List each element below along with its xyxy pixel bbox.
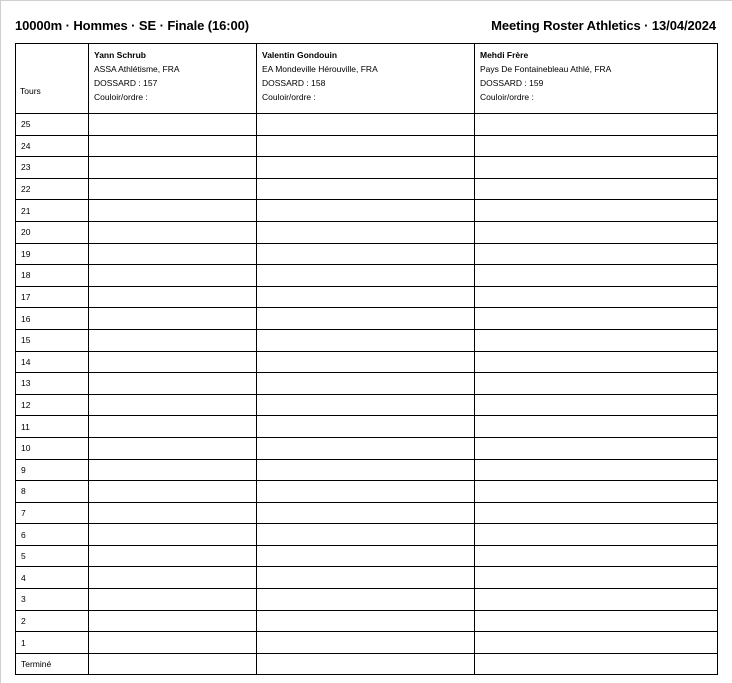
lap-number: 20 [16, 221, 89, 243]
lap-number: 15 [16, 329, 89, 351]
lap-number: 16 [16, 308, 89, 330]
lap-time-cell [475, 545, 718, 567]
lap-number: 11 [16, 416, 89, 438]
lap-time-cell [475, 481, 718, 503]
event-title: 10000m · Hommes · SE · Finale (16:00) [15, 17, 250, 33]
lap-number: 25 [16, 114, 89, 136]
lap-time-cell [257, 114, 475, 136]
lap-time-cell [475, 286, 718, 308]
lap-time-cell [257, 373, 475, 395]
tours-header [16, 44, 89, 114]
lap-row [16, 610, 718, 632]
lap-number: 9 [16, 459, 89, 481]
lap-row [16, 286, 718, 308]
lap-time-cell [89, 114, 257, 136]
athlete-dossard: DOSSARD : 159 [480, 78, 544, 88]
lap-time-cell [475, 265, 718, 287]
lap-number: 17 [16, 286, 89, 308]
lap-time-cell [89, 329, 257, 351]
lap-table [15, 43, 718, 675]
lap-number: 5 [16, 545, 89, 567]
lap-number: 1 [16, 632, 89, 654]
lap-time-cell [257, 545, 475, 567]
lap-time-cell [475, 502, 718, 524]
athlete-couloir: Couloir/ordre : [94, 92, 148, 102]
lap-time-cell [89, 589, 257, 611]
lap-time-cell [89, 135, 257, 157]
lap-number: 22 [16, 178, 89, 200]
lap-time-cell [475, 221, 718, 243]
lap-row [16, 524, 718, 546]
lap-number: 23 [16, 157, 89, 179]
lap-time-cell [257, 221, 475, 243]
lap-number: 12 [16, 394, 89, 416]
athlete-dossard: DOSSARD : 158 [262, 78, 326, 88]
athlete-header-1 [89, 44, 257, 114]
lap-number: 4 [16, 567, 89, 589]
lap-row [16, 329, 718, 351]
lap-row [16, 135, 718, 157]
lap-time-cell [475, 308, 718, 330]
lap-row [16, 653, 718, 675]
lap-row [16, 502, 718, 524]
lap-time-cell [257, 481, 475, 503]
lap-time-cell [89, 632, 257, 654]
lap-time-cell [89, 653, 257, 675]
lap-time-cell [475, 394, 718, 416]
lap-number: 8 [16, 481, 89, 503]
lap-row [16, 589, 718, 611]
lap-time-cell [257, 502, 475, 524]
lap-time-cell [89, 567, 257, 589]
lap-row [16, 459, 718, 481]
lap-time-cell [475, 329, 718, 351]
lap-time-cell [89, 200, 257, 222]
lap-row [16, 437, 718, 459]
lap-time-cell [475, 200, 718, 222]
lap-time-cell [89, 459, 257, 481]
lap-number: 21 [16, 200, 89, 222]
lap-number: 18 [16, 265, 89, 287]
tours-label: Tours [20, 86, 41, 96]
lap-rows [16, 114, 718, 675]
lap-time-cell [89, 437, 257, 459]
lap-time-cell [257, 157, 475, 179]
lap-number: Terminé [16, 653, 89, 675]
lap-time-cell [257, 308, 475, 330]
lap-time-cell [475, 157, 718, 179]
athlete-name: Yann Schrub [94, 50, 146, 60]
lap-time-cell [89, 610, 257, 632]
lap-time-cell [257, 265, 475, 287]
athlete-club: EA Mondeville Hérouville, FRA [262, 64, 378, 74]
lap-time-cell [89, 373, 257, 395]
lap-time-cell [475, 373, 718, 395]
lap-time-cell [257, 351, 475, 373]
lap-row [16, 481, 718, 503]
lap-row [16, 567, 718, 589]
lap-number: 2 [16, 610, 89, 632]
lap-time-cell [89, 308, 257, 330]
lap-row [16, 200, 718, 222]
lap-time-cell [89, 524, 257, 546]
lap-time-cell [257, 329, 475, 351]
lap-number: 24 [16, 135, 89, 157]
lap-number: 10 [16, 437, 89, 459]
lap-time-cell [257, 394, 475, 416]
lap-time-cell [257, 567, 475, 589]
lap-time-cell [89, 394, 257, 416]
lap-time-cell [89, 481, 257, 503]
lap-row [16, 114, 718, 136]
lap-time-cell [89, 286, 257, 308]
lap-row [16, 394, 718, 416]
lap-row [16, 351, 718, 373]
lap-time-cell [475, 114, 718, 136]
lap-time-cell [257, 437, 475, 459]
athlete-name: Valentin Gondouin [262, 50, 338, 60]
lap-time-cell [89, 545, 257, 567]
page-header [15, 16, 716, 34]
lap-time-cell [475, 632, 718, 654]
lap-time-cell [475, 589, 718, 611]
lap-row [16, 178, 718, 200]
lap-row [16, 221, 718, 243]
meeting-title: Meeting Roster Athletics · 13/04/2024 [491, 17, 716, 33]
lap-time-cell [475, 567, 718, 589]
lap-time-cell [257, 632, 475, 654]
lap-time-cell [89, 157, 257, 179]
lap-row [16, 632, 718, 654]
lap-time-cell [257, 653, 475, 675]
athlete-couloir: Couloir/ordre : [262, 92, 316, 102]
lap-number: 6 [16, 524, 89, 546]
lap-time-cell [475, 610, 718, 632]
lap-time-cell [257, 524, 475, 546]
lap-time-cell [475, 524, 718, 546]
lap-time-cell [475, 653, 718, 675]
lap-row [16, 373, 718, 395]
lap-time-cell [475, 178, 718, 200]
athlete-dossard: DOSSARD : 157 [94, 78, 158, 88]
athlete-header-3 [475, 44, 718, 114]
lap-row [16, 308, 718, 330]
athlete-club: ASSA Athlétisme, FRA [94, 64, 180, 74]
athlete-name: Mehdi Frère [480, 50, 529, 60]
athlete-header-row [16, 44, 718, 114]
lap-time-cell [89, 351, 257, 373]
lap-time-cell [475, 135, 718, 157]
lap-number: 13 [16, 373, 89, 395]
lap-time-cell [475, 459, 718, 481]
lap-row [16, 265, 718, 287]
lap-time-cell [89, 502, 257, 524]
lap-time-cell [475, 243, 718, 265]
lap-time-cell [257, 416, 475, 438]
lap-time-cell [475, 437, 718, 459]
lap-time-cell [257, 610, 475, 632]
lap-time-cell [475, 351, 718, 373]
lap-row [16, 157, 718, 179]
lap-time-cell [257, 135, 475, 157]
lap-number: 19 [16, 243, 89, 265]
lap-time-cell [257, 589, 475, 611]
lap-time-cell [89, 178, 257, 200]
lap-time-cell [475, 416, 718, 438]
lap-time-cell [257, 286, 475, 308]
lap-time-cell [89, 265, 257, 287]
lap-time-cell [257, 178, 475, 200]
lap-row [16, 243, 718, 265]
lap-time-cell [257, 243, 475, 265]
lap-time-cell [89, 243, 257, 265]
athlete-club: Pays De Fontainebleau Athlé, FRA [480, 64, 612, 74]
lap-row [16, 545, 718, 567]
lap-time-cell [257, 200, 475, 222]
athlete-header-2 [257, 44, 475, 114]
lap-time-cell [89, 416, 257, 438]
lap-time-cell [257, 459, 475, 481]
lap-number: 7 [16, 502, 89, 524]
lap-number: 3 [16, 589, 89, 611]
lap-row [16, 416, 718, 438]
lap-number: 14 [16, 351, 89, 373]
lap-time-cell [89, 221, 257, 243]
athlete-couloir: Couloir/ordre : [480, 92, 534, 102]
